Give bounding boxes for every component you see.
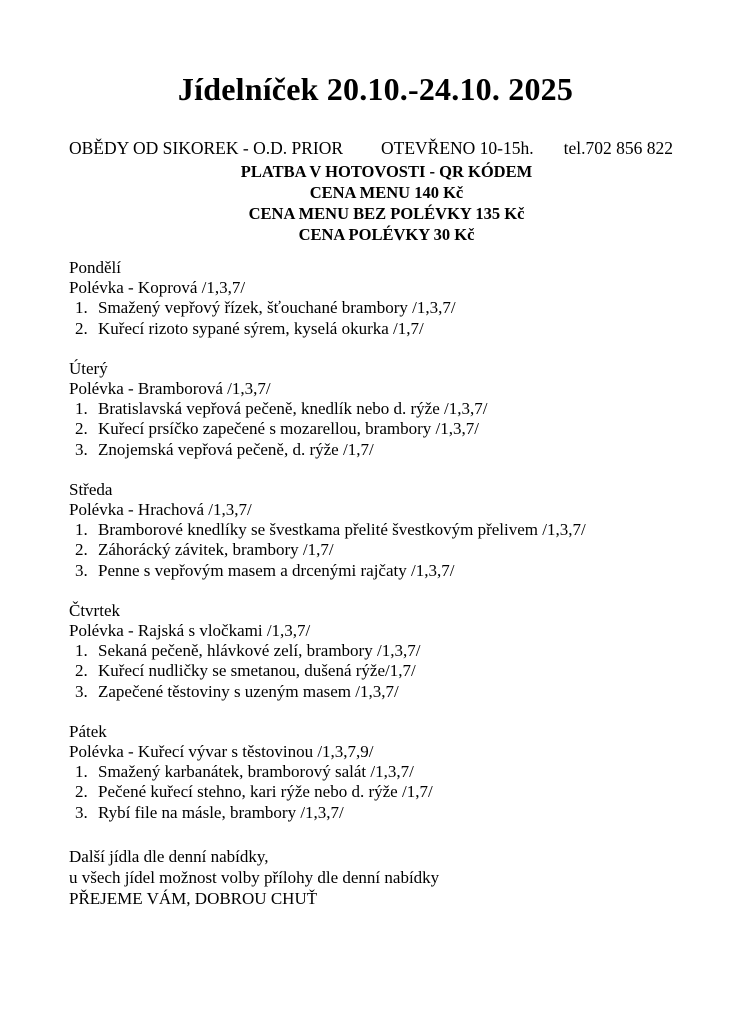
dish-name: Rybí file na másle, brambory /1,3,7/ <box>98 802 344 822</box>
dish-name: Kuřecí rizoto sypané sýrem, kyselá okurka /1,7/ <box>98 318 424 338</box>
dish-row <box>69 419 689 439</box>
footer-line-additional-meals: Další jídla dle denní nabídky, <box>69 847 269 866</box>
dish-number: 3. <box>75 439 88 459</box>
day-name: Pondělí <box>69 258 121 277</box>
day-block <box>69 722 689 823</box>
dish-number: 1. <box>75 298 88 318</box>
dish-name: Penne s vepřovým masem a drcenými rajčaty /1,3,7/ <box>98 560 455 580</box>
day-block <box>69 258 689 339</box>
dish-row <box>69 399 689 419</box>
price-menu: CENA MENU 140 Kč <box>309 183 464 202</box>
dish-row <box>69 762 689 782</box>
dish-number: 2. <box>75 419 88 439</box>
dish-row <box>69 782 689 802</box>
dish-name: Kuřecí nudličky se smetanou, dušená rýže/1,7/ <box>98 661 416 681</box>
price-soup: CENA POLÉVKY 30 Kč <box>298 225 475 244</box>
dish-row <box>69 540 689 560</box>
dish-number: 2. <box>75 782 88 802</box>
day-name: Čtvrtek <box>69 600 120 620</box>
dish-number: 1. <box>75 641 88 661</box>
dish-name: Pečené kuřecí stehno, kari rýže nebo d. rýže /1,7/ <box>98 782 433 802</box>
dish-row <box>69 641 689 661</box>
day-name: Středa <box>69 479 113 499</box>
dish-number: 3. <box>75 802 88 822</box>
dish-name: Smažený vepřový řízek, šťouchané brambory /1,3,7/ <box>98 298 456 318</box>
dish-row <box>69 520 689 540</box>
dish-name: Kuřecí prsíčko zapečené s mozarellou, brambory /1,3,7/ <box>98 419 479 439</box>
day-name: Úterý <box>69 358 108 378</box>
day-block <box>69 480 689 581</box>
dish-row <box>69 319 689 339</box>
dish-row <box>69 298 689 318</box>
dish-number: 1. <box>75 520 88 540</box>
dish-number: 3. <box>75 560 88 580</box>
header-contact-line <box>0 136 751 160</box>
dish-number: 1. <box>75 762 88 782</box>
dish-number: 2. <box>75 661 88 681</box>
dish-row <box>69 561 689 581</box>
header-info-block <box>0 136 751 245</box>
dish-row <box>69 682 689 702</box>
dish-number: 1. <box>75 399 88 419</box>
weekly-menu-list <box>69 258 689 843</box>
payment-info: PLATBA V HOTOVOSTI - QR KÓDEM <box>240 162 533 181</box>
soup-line: Polévka - Bramborová /1,3,7/ <box>69 379 271 399</box>
dish-number: 2. <box>75 318 88 338</box>
footer-notes <box>69 847 689 909</box>
dish-name: Zapečené těstoviny s uzeným masem /1,3,7/ <box>98 681 399 701</box>
day-block <box>69 601 689 702</box>
dish-name: Záhorácký závitek, brambory /1,7/ <box>98 540 334 560</box>
soup-line: Polévka - Kuřecí vývar s těstovinou /1,3,7,9/ <box>69 742 374 762</box>
dish-number: 2. <box>75 540 88 560</box>
opening-hours: OTEVŘENO 10-15h. <box>381 138 534 158</box>
soup-line: Polévka - Hrachová /1,3,7/ <box>69 500 252 520</box>
dish-name: Smažený karbanátek, bramborový salát /1,3,7/ <box>98 762 414 782</box>
business-name: OBĚDY OD SIKOREK - O.D. PRIOR <box>69 138 344 158</box>
dish-row <box>69 661 689 681</box>
day-name: Pátek <box>69 721 107 741</box>
dish-name: Bramborové knedlíky se švestkama přelité švestkovým přelivem /1,3,7/ <box>98 520 586 540</box>
dish-number: 3. <box>75 681 88 701</box>
dish-name: Sekaná pečeně, hlávkové zelí, brambory /1,3,7/ <box>98 641 421 661</box>
dish-name: Bratislavská vepřová pečeně, knedlík nebo d. rýže /1,3,7/ <box>98 399 488 419</box>
day-block <box>69 359 689 460</box>
soup-line: Polévka - Rajská s vločkami /1,3,7/ <box>69 621 311 641</box>
page-title: Jídelníček 20.10.-24.10. 2025 <box>177 71 574 108</box>
dish-row <box>69 440 689 460</box>
dish-row <box>69 803 689 823</box>
price-menu-without-soup: CENA MENU BEZ POLÉVKY 135 Kč <box>248 204 525 223</box>
dish-name: Znojemská vepřová pečeně, d. rýže /1,7/ <box>98 439 374 459</box>
footer-line-side-dish-choice: u všech jídel možnost volby přílohy dle denní nabídky <box>69 867 440 887</box>
soup-line: Polévka - Koprová /1,3,7/ <box>69 278 246 298</box>
phone-number: tel.702 856 822 <box>563 138 674 158</box>
footer-line-bon-appetit: PŘEJEME VÁM, DOBROU CHUŤ <box>69 888 318 908</box>
